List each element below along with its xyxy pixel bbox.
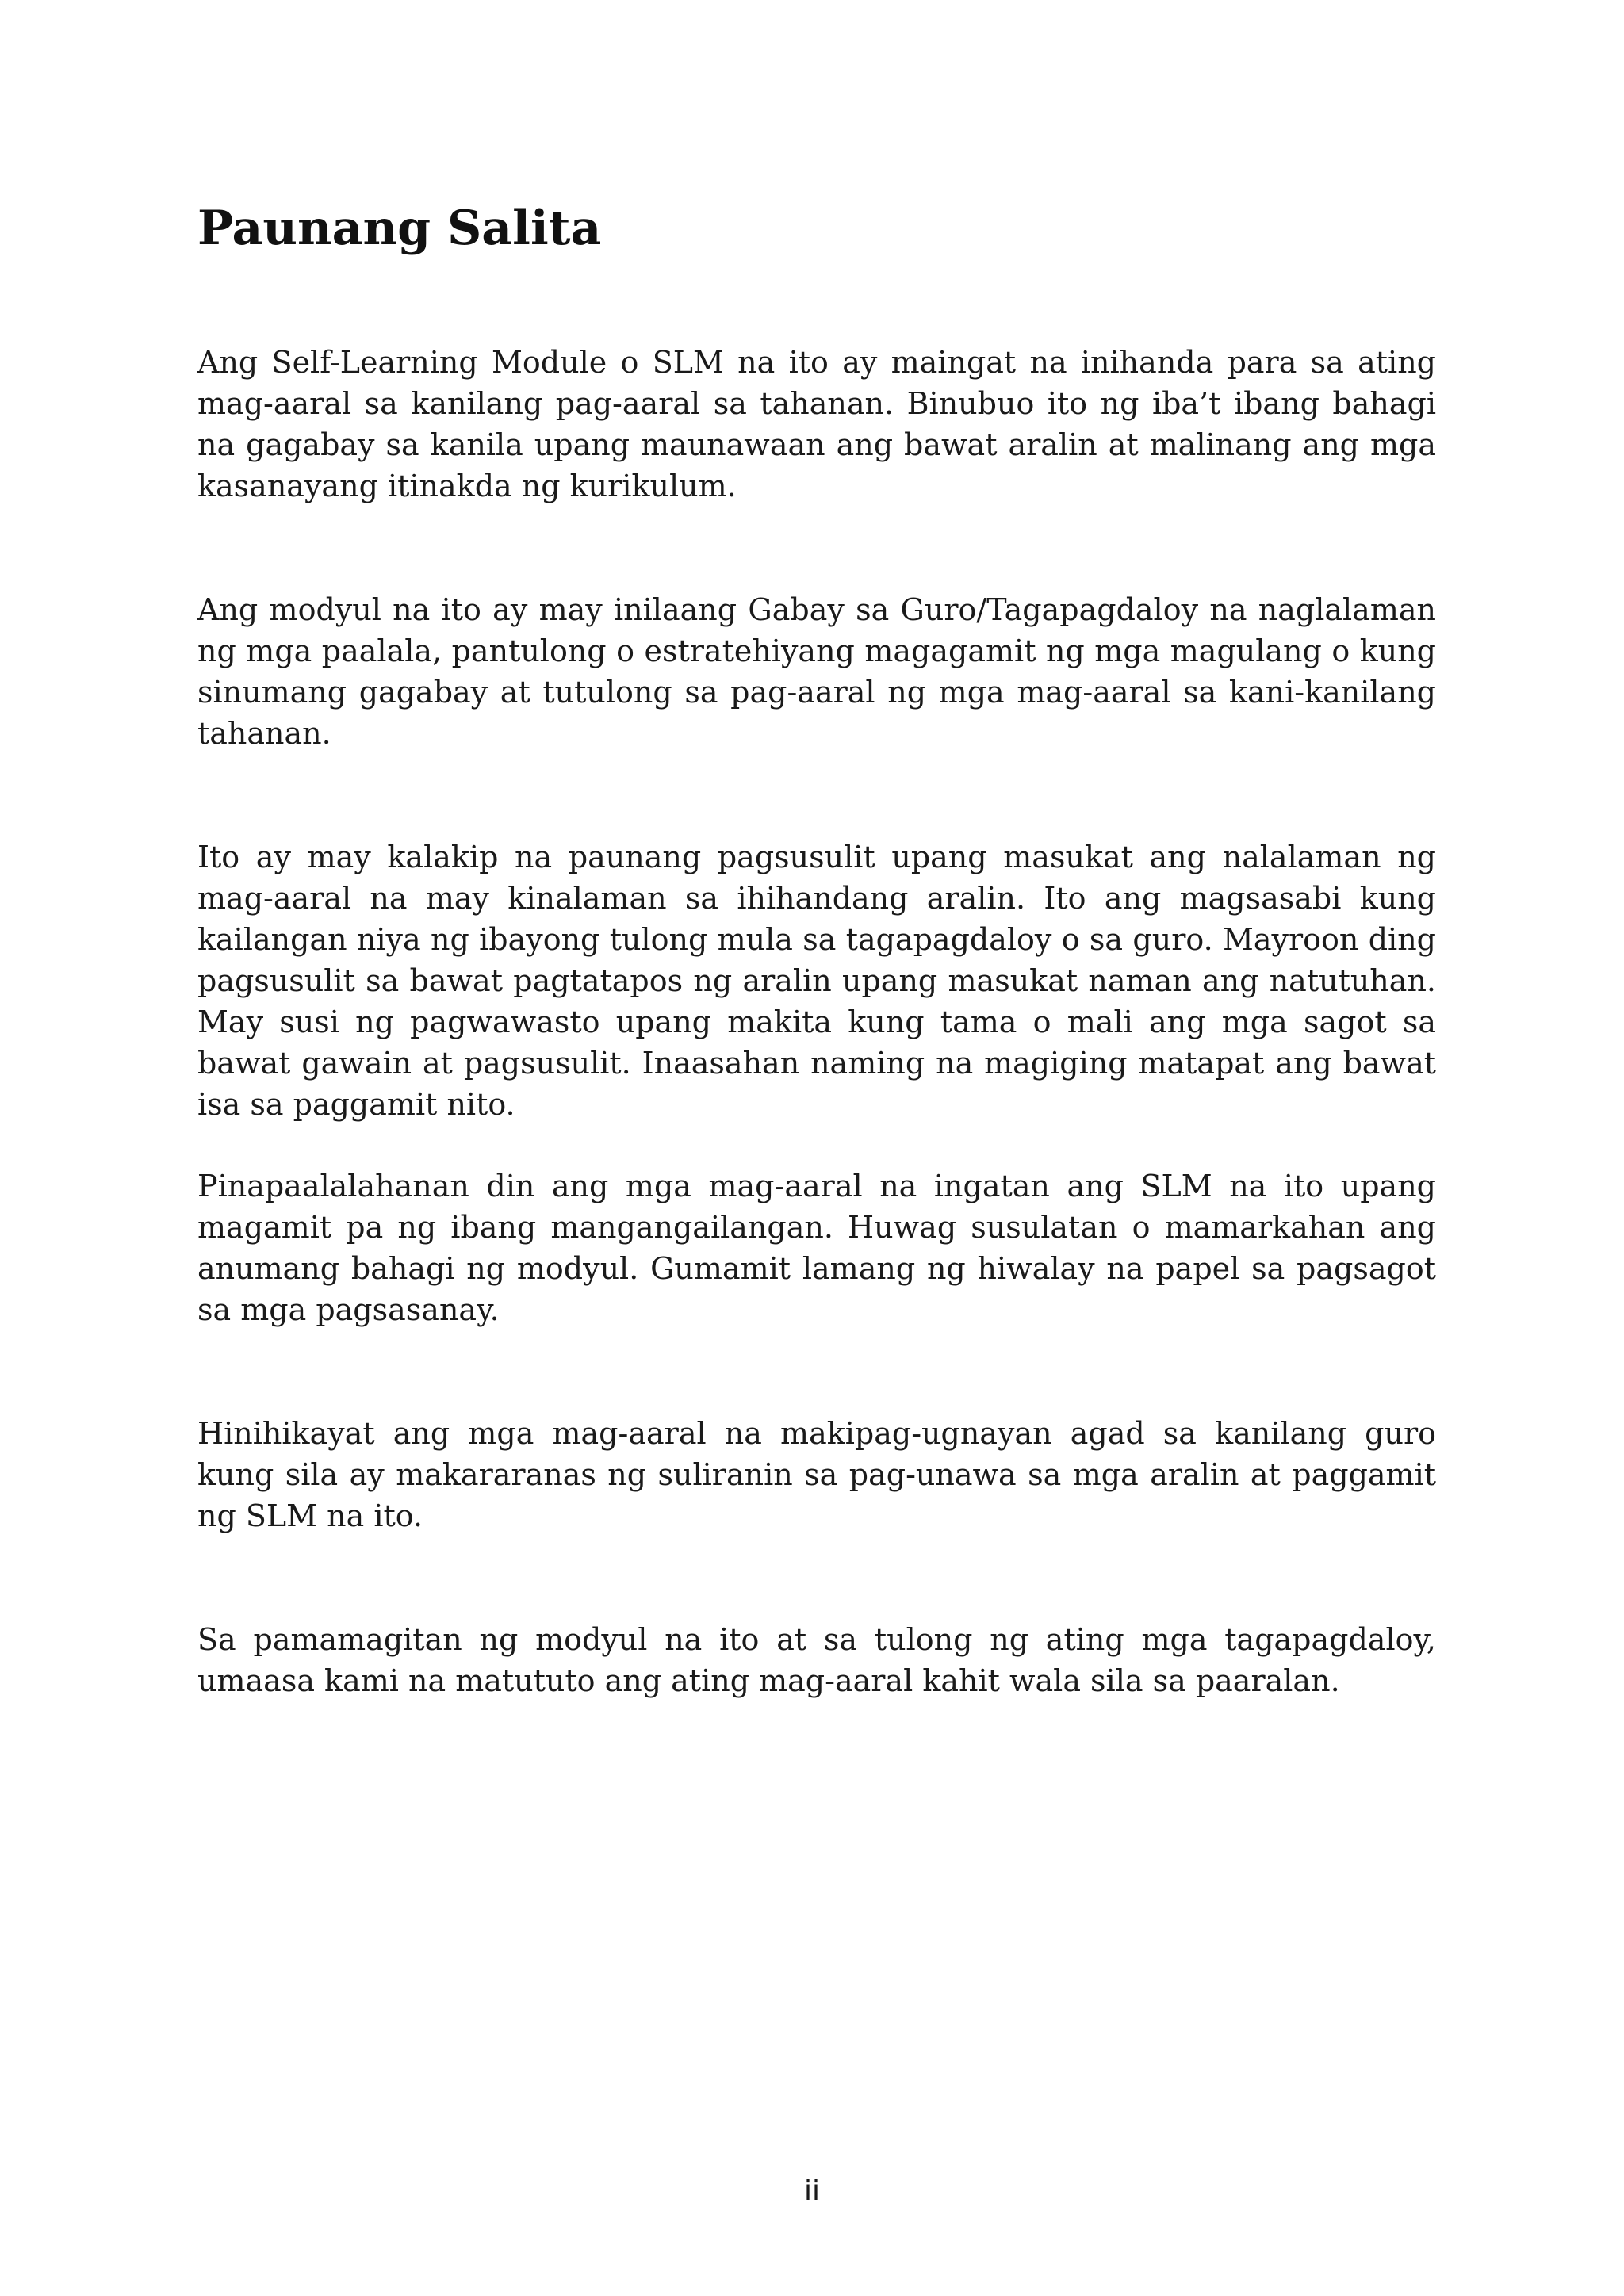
paragraph-contact-teacher: Hinihikayat ang mga mag-aaral na makipag-ugnayan agad sa kanilang guro kung sila ay makararanas ng suliranin sa pag-unawa sa mga aralin at paggamit ng SLM na ito. — [197, 1416, 1436, 1533]
paragraph-teacher-guide: Ang modyul na ito ay may inilaang Gabay sa Guro/Tagapagdaloy na naglalaman ng mga paalala, pantulong o estratehiyang magagamit ng mga magulang o kung sinumang gagabay at tutulong sa pag-aaral ng mga mag-aaral sa kani-kanilang tahanan. — [197, 592, 1436, 751]
paragraph-care-reminder: Pinapaalalahanan din ang mga mag-aaral na ingatan ang SLM na ito upang magamit pa ng ibang mangangailangan. Huwag susulatan o mamarkahan ang anumang bahagi ng modyul. Gumamit lamang ng hiwalay na papel sa pagsagot sa mga pagsasanay. — [197, 1169, 1436, 1327]
page-number: ii — [803, 2175, 820, 2207]
paragraph-assessment: Ito ay may kalakip na paunang pagsusulit upang masukat ang nalalaman ng mag-aaral na may kinalaman sa ihihandang aralin. Ito ang magsasabi kung kailangan niya ng ibayong tulong mula sa tagapagdaloy o sa guro. Mayroon ding pagsusulit sa bawat pagtatapos ng aralin upang masukat naman ang natutuhan. May susi ng pagwawasto upang makita kung tama o mali ang mga sagot sa bawat gawain at pagsusulit. Inaasahan naming na magiging matapat ang bawat isa sa paggamit nito. — [197, 840, 1436, 1122]
page-title: Paunang Salita — [197, 201, 602, 256]
paragraph-closing: Sa pamamagitan ng modyul na ito at sa tulong ng ating mga tagapagdaloy, umaasa kami na matututo ang ating mag-aaral kahit wala sila sa paaralan. — [197, 1622, 1436, 1698]
paragraph-intro: Ang Self-Learning Module o SLM na ito ay maingat na inihanda para sa ating mag-aaral sa kanilang pag-aaral sa tahanan. Binubuo ito ng iba’t ibang bahagi na gagabay sa kanila upang maunawaan ang bawat aralin at malinang ang mga kasanayang itinakda ng kurikulum. — [197, 345, 1436, 503]
